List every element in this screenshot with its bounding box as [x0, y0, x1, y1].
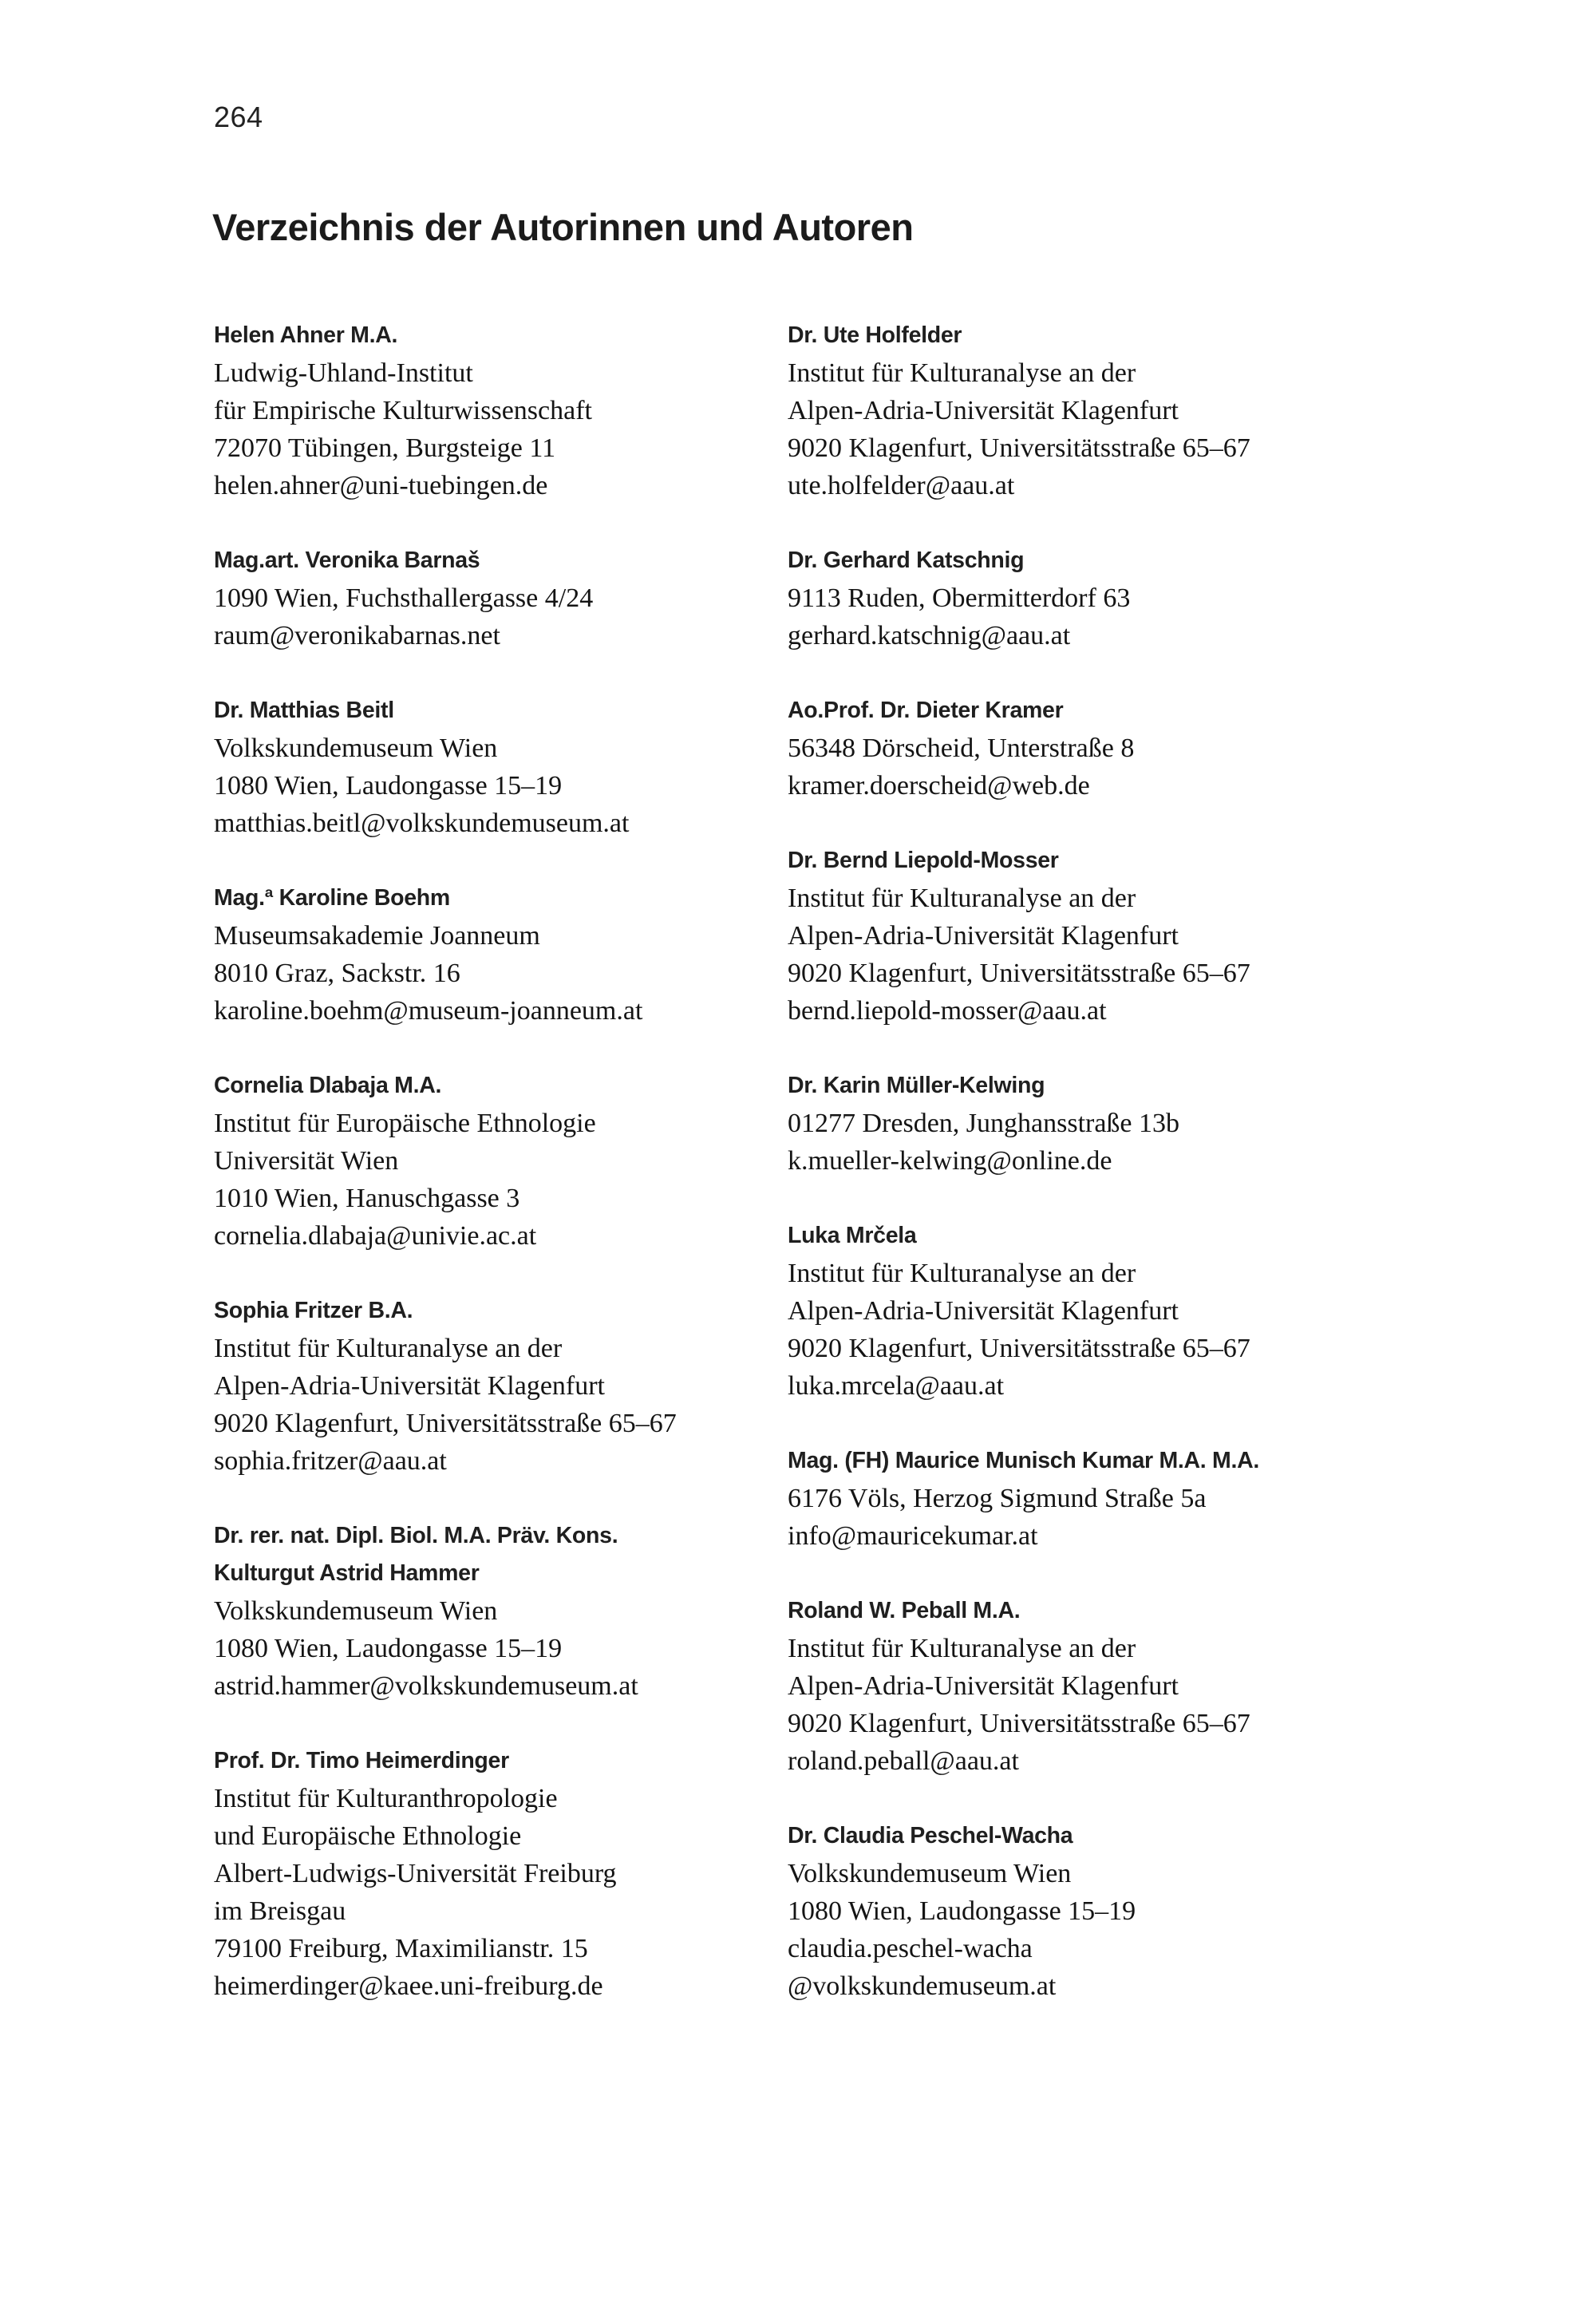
author-detail-line: cornelia.dlabaja@univie.ac.at: [214, 1221, 537, 1251]
author-detail-line: 56348 Dörscheid, Unterstraße 8: [788, 733, 1135, 763]
author-name: Luka Mrčela: [788, 1223, 917, 1248]
author-entry: [214, 692, 780, 842]
author-detail-line: Volkskundemuseum Wien: [214, 1596, 498, 1626]
author-entry: [214, 542, 780, 654]
author-detail-line: 1090 Wien, Fuchsthallergasse 4/24: [214, 583, 594, 613]
author-entry: [214, 880, 780, 1030]
author-detail-line: 6176 Völs, Herzog Sigmund Straße 5a: [788, 1484, 1207, 1513]
author-detail-line: Alpen-Adria-Universität Klagenfurt: [214, 1371, 605, 1401]
author-name: Roland W. Peball M.A.: [788, 1598, 1021, 1623]
author-detail-line: 72070 Tübingen, Burgsteige 11: [214, 433, 556, 463]
author-entry: [788, 317, 1382, 504]
author-detail-line: sophia.fritzer@aau.at: [214, 1446, 447, 1476]
author-detail-line: 79100 Freiburg, Maximilianstr. 15: [214, 1934, 588, 1963]
author-detail-line: k.mueller-kelwing@online.de: [788, 1146, 1112, 1176]
author-detail-line: und Europäische Ethnologie: [214, 1821, 522, 1851]
author-detail-line: @volkskundemuseum.at: [788, 1971, 1057, 2001]
author-detail-line: roland.peball@aau.at: [788, 1746, 1019, 1776]
author-name: Mag.art. Veronika Barnaš: [214, 548, 480, 573]
author-name: Prof. Dr. Timo Heimerdinger: [214, 1748, 509, 1773]
author-detail-line: bernd.liepold-mosser@aau.at: [788, 996, 1107, 1026]
author-detail-line: karoline.boehm@museum-joanneum.at: [214, 996, 643, 1026]
author-detail-line: kramer.doerscheid@web.de: [788, 771, 1090, 801]
author-detail-line: 9020 Klagenfurt, Universitätsstraße 65–67: [788, 959, 1250, 988]
author-detail-line: 8010 Graz, Sackstr. 16: [214, 959, 460, 988]
author-entry: [788, 1217, 1382, 1405]
author-detail-line: helen.ahner@uni-tuebingen.de: [214, 471, 548, 500]
author-detail-line: ute.holfelder@aau.at: [788, 471, 1015, 500]
author-detail-line: gerhard.katschnig@aau.at: [788, 621, 1071, 650]
author-detail-line: Museumsakademie Joanneum: [214, 921, 540, 951]
page-title: Verzeichnis der Autorinnen und Autoren: [212, 206, 914, 249]
author-detail-line: Alpen-Adria-Universität Klagenfurt: [788, 396, 1179, 425]
author-detail-line: Alpen-Adria-Universität Klagenfurt: [788, 1296, 1179, 1326]
author-entry: [788, 692, 1382, 805]
author-detail-line: für Empirische Kulturwissenschaft: [214, 396, 592, 425]
author-detail-line: 9020 Klagenfurt, Universitätsstraße 65–67: [214, 1409, 677, 1438]
author-entry: [214, 317, 780, 504]
author-detail-line: 9020 Klagenfurt, Universitätsstraße 65–67: [788, 433, 1250, 463]
author-entry: [214, 1067, 780, 1255]
author-detail-line: matthias.beitl@volkskundemuseum.at: [214, 809, 630, 838]
author-name: Helen Ahner M.A.: [214, 322, 398, 348]
author-name: Sophia Fritzer B.A.: [214, 1298, 413, 1323]
author-detail-line: im Breisgau: [214, 1896, 346, 1926]
author-entry: [788, 842, 1382, 1030]
author-entry: [788, 542, 1382, 654]
author-name: Mag. (FH) Maurice Munisch Kumar M.A. M.A.: [788, 1448, 1259, 1473]
author-entry: [214, 1742, 780, 2005]
author-name: Kulturgut Astrid Hammer: [214, 1560, 480, 1586]
author-detail-line: Alpen-Adria-Universität Klagenfurt: [788, 1671, 1179, 1701]
author-name: Cornelia Dlabaja M.A.: [214, 1073, 442, 1098]
author-detail-line: Volkskundemuseum Wien: [788, 1859, 1072, 1888]
author-entry: [214, 1517, 780, 1705]
author-detail-line: Universität Wien: [214, 1146, 399, 1176]
author-name: Dr. Ute Holfelder: [788, 322, 962, 348]
author-detail-line: Institut für Kulturanalyse an der: [214, 1334, 563, 1363]
author-detail-line: Volkskundemuseum Wien: [214, 733, 498, 763]
author-detail-line: Institut für Kulturanalyse an der: [788, 358, 1136, 388]
author-name: Dr. Bernd Liepold-Mosser: [788, 848, 1059, 873]
author-detail-line: 1080 Wien, Laudongasse 15–19: [788, 1896, 1136, 1926]
author-entry: [788, 1817, 1382, 2005]
author-name: Dr. Gerhard Katschnig: [788, 548, 1025, 573]
page-number: 264: [214, 101, 263, 133]
author-name: Mag.ª Karoline Boehm: [214, 885, 450, 911]
author-detail-line: 1010 Wien, Hanuschgasse 3: [214, 1184, 520, 1213]
author-detail-line: Institut für Kulturanalyse an der: [788, 1259, 1136, 1288]
author-detail-line: astrid.hammer@volkskundemuseum.at: [214, 1671, 638, 1701]
author-detail-line: heimerdinger@kaee.uni-freiburg.de: [214, 1971, 603, 2001]
author-detail-line: claudia.peschel-wacha: [788, 1934, 1033, 1963]
author-detail-line: info@mauricekumar.at: [788, 1521, 1038, 1551]
author-detail-line: 01277 Dresden, Junghansstraße 13b: [788, 1109, 1180, 1138]
author-detail-line: 9020 Klagenfurt, Universitätsstraße 65–67: [788, 1334, 1250, 1363]
author-detail-line: Alpen-Adria-Universität Klagenfurt: [788, 921, 1179, 951]
author-detail-line: Albert-Ludwigs-Universität Freiburg: [214, 1859, 617, 1888]
author-name: Dr. Karin Müller-Kelwing: [788, 1073, 1045, 1098]
author-entry: [788, 1442, 1382, 1555]
authors-column-right: [788, 317, 1382, 2005]
author-detail-line: raum@veronikabarnas.net: [214, 621, 500, 650]
author-detail-line: Institut für Kulturanalyse an der: [788, 884, 1136, 913]
author-name: Ao.Prof. Dr. Dieter Kramer: [788, 698, 1064, 723]
author-entry: [214, 1292, 780, 1480]
author-detail-line: 9113 Ruden, Obermitterdorf 63: [788, 583, 1131, 613]
author-name: Dr. Matthias Beitl: [214, 698, 394, 723]
author-detail-line: Institut für Europäische Ethnologie: [214, 1109, 596, 1138]
author-detail-line: 9020 Klagenfurt, Universitätsstraße 65–67: [788, 1709, 1250, 1738]
author-detail-line: Ludwig-Uhland-Institut: [214, 358, 473, 388]
author-detail-line: 1080 Wien, Laudongasse 15–19: [214, 1634, 563, 1663]
author-entry: [788, 1592, 1382, 1780]
author-detail-line: luka.mrcela@aau.at: [788, 1371, 1005, 1401]
authors-column-left: [214, 317, 780, 2005]
author-detail-line: 1080 Wien, Laudongasse 15–19: [214, 771, 563, 801]
author-entry: [788, 1067, 1382, 1180]
author-detail-line: Institut für Kulturanthropologie: [214, 1784, 558, 1813]
author-detail-line: Institut für Kulturanalyse an der: [788, 1634, 1136, 1663]
author-name: Dr. Claudia Peschel-Wacha: [788, 1823, 1073, 1848]
author-name: Dr. rer. nat. Dipl. Biol. M.A. Präv. Kons.: [214, 1523, 618, 1548]
